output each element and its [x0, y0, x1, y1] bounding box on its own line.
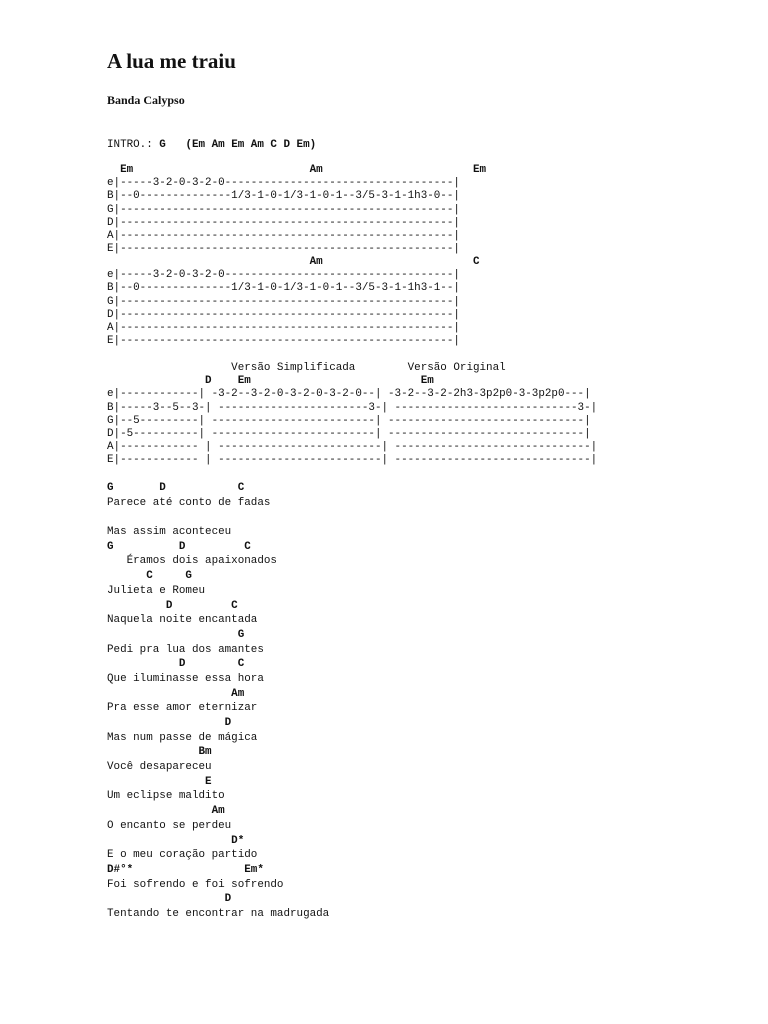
- lyric-line: Mas assim aconteceu: [107, 526, 232, 539]
- chord-line: D C: [107, 658, 245, 671]
- lyric-line: Tentando te encontrar na madrugada: [107, 907, 330, 920]
- tab-string-b: B|--0--------------1/3-1-0-1/3-1-0-1--3/5-3-1-1h3-1--|: [107, 282, 460, 295]
- tab-string-d: D|---------------------------------------------------|: [107, 308, 460, 321]
- intro-first-chord: G: [159, 139, 166, 151]
- tab-string-g: G|--5---------| -------------------------| ------------------------------|: [107, 414, 591, 427]
- tab-string-d: D|-5----------| -------------------------| ------------------------------|: [107, 428, 591, 441]
- tab-string-e: e|-----3-2-0-3-2-0-----------------------------------|: [107, 177, 460, 190]
- tab-string-b: B|-----3--5--3-| -----------------------3-| ----------------------------3-|: [107, 401, 598, 414]
- song-title: A lua me traiu: [107, 49, 236, 73]
- chord-line: D: [107, 717, 232, 729]
- chord-line: Am: [107, 687, 245, 700]
- lyric-line: Que iluminasse essa hora: [107, 672, 264, 685]
- tablature-block-2: [107, 256, 480, 348]
- tab-string-e: e|------------| -3-2--3-2-0-3-2-0-3-2-0--| -3-2--3-2-2h3-3p2p0-3-3p2p0---|: [107, 388, 591, 401]
- tab-version-labels: Versão Simplificada Versão Original: [107, 362, 506, 374]
- tab-string-d: D|---------------------------------------------------|: [107, 216, 460, 229]
- tablature-block-1: [107, 164, 486, 256]
- blank-line: [107, 510, 627, 525]
- tab-chord-line: Em Am Em: [107, 164, 487, 176]
- tablature-block-3: [107, 362, 597, 468]
- tab-string-low-e: E|---------------------------------------------------|: [107, 335, 460, 348]
- chord-line: D: [107, 893, 232, 906]
- chord-line: G D C: [107, 482, 245, 494]
- lyric-line: Pra esse amor eternizar: [107, 702, 258, 715]
- lyric-line: E o meu coração partido: [107, 849, 258, 862]
- chord-line: D C: [107, 599, 238, 612]
- tab-string-low-e: E|------------ | -------------------------| ------------------------------|: [107, 454, 598, 467]
- tab-chord-line: D Em Em: [107, 375, 434, 388]
- tab-string-a: A|------------ | -------------------------| ------------------------------|: [107, 441, 598, 454]
- lyric-line: Um eclipse maldito: [107, 790, 225, 803]
- tab-string-a: A|---------------------------------------------------|: [107, 322, 460, 335]
- lyric-line: Naquela noite encantada: [107, 614, 258, 627]
- chord-line: C G: [107, 570, 192, 583]
- chord-line: G D C: [107, 540, 251, 553]
- lyric-line: Foi sofrendo e foi sofrendo: [107, 878, 284, 891]
- chord-line: Bm: [107, 746, 212, 759]
- intro-line: [107, 137, 316, 153]
- chord-line: G: [107, 628, 245, 641]
- intro-label: INTRO.:: [107, 139, 160, 151]
- tab-chord-line: Am C: [107, 256, 480, 268]
- tab-string-a: A|---------------------------------------------------|: [107, 230, 460, 243]
- tab-string-b: B|--0--------------1/3-1-0-1/3-1-0-1--3/5-3-1-1h3-0--|: [107, 190, 460, 203]
- tab-string-low-e: E|---------------------------------------------------|: [107, 243, 460, 256]
- lyric-line: Pedi pra lua dos amantes: [107, 643, 264, 656]
- artist-name: Banda Calypso: [107, 93, 185, 107]
- chord-line: E: [107, 775, 212, 788]
- tab-string-g: G|---------------------------------------------------|: [107, 295, 460, 308]
- lyrics-block: [107, 481, 627, 922]
- chord-line: D#°* Em*: [107, 863, 264, 876]
- chord-line: D*: [107, 834, 245, 847]
- tab-string-g: G|---------------------------------------------------|: [107, 203, 460, 216]
- lyric-line: Você desapareceu: [107, 761, 212, 774]
- tab-string-e: e|-----3-2-0-3-2-0-----------------------------------|: [107, 269, 460, 282]
- lyric-line: O encanto se perdeu: [107, 819, 232, 832]
- chord-line: Am: [107, 805, 225, 818]
- lyric-line: Julieta e Romeu: [107, 584, 206, 597]
- lyric-line: Parece até conto de fadas: [107, 496, 271, 509]
- intro-chord-sequence: (Em Am Em Am C D Em): [165, 139, 317, 151]
- lyric-line: Mas num passe de mágica: [107, 731, 258, 744]
- lyric-line: Éramos dois apaixonados: [107, 555, 277, 568]
